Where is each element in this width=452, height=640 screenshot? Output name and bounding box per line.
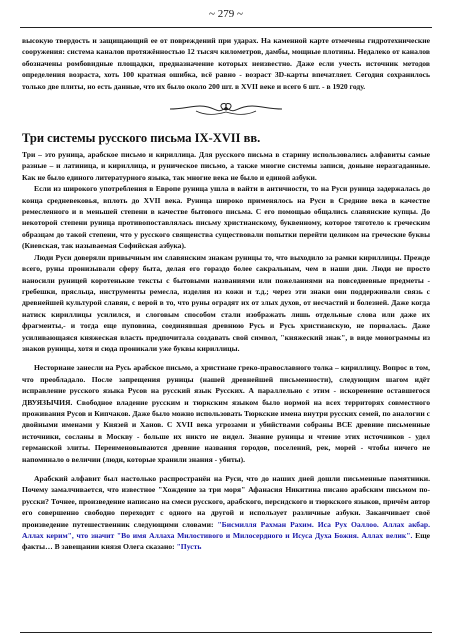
quote-highlight: "Бисмилля Рахман Рахим. Иса Рух Оаллоо. Аллах акбар. Аллах керим", что значит "Во имя Аллаха Милостивого и Милосердного и Исуса Духа Божия. Аллах велик". — [22, 519, 430, 541]
paragraph-4: Несторианe занесли на Русь арабское письмо, а христиане греко-православного толка – кириллицу. Вопрос в том, что преобладало. После запрещения руницы (нашей древнейшей письменности), следующим шагом идёт исправление русского языка Русов на русский язык Русских. А параллельно с этим - искоренение оставшегося ДВУЯЗЫЧИЯ. Свободное владение русским и тюркским языком было нормой на всех территорях совместного проживания Русов и Кипчаков. Даже было можно использовать Тюркские имена внутри русских семей, по аналогии с двойными именами у Князей и Ханов. С XVII века угрозами и убийствами собраны ВСЕ древние письменные источники, сосланы в Москву - больше их никто не видел. Знание руницы и чтение этих источников - удел германской элиты. Переименовываются древние названия городов, поселений, рек, морей - чтобы ничего не напоминало о величии (люди, которые хранили знания - убиты). — [22, 363, 430, 464]
intro-paragraph: высокую твердость и защищающий ее от повреждений при ударах. На каменной карте отмечены гидротехнические сооружения: система каналов протяжённостью 12 тысяч километров, дамбы, мощные плотины. Недалеко от каналов обозначены ромбовидные площадки, предназначение которых неизвестно. Даже если учесть источник методов определения возраста, хоть 100 кратная ошибка, всё равно - возраст 3D-карты впечатляет. Сегодня сохранилось только две плиты, но есть данные, что их было около 200 шт. в XVII веке и всего 6 шт. - в 1920 году. — [22, 36, 430, 91]
top-rule — [20, 27, 432, 28]
page-content — [22, 35, 430, 553]
quote-highlight-2: "Пусть — [176, 542, 202, 552]
paragraph-5 — [22, 473, 430, 553]
paragraph-1: Три – это руница, арабское письмо и кириллица. Для русского письма в старину использовались алфавиты самые разные – и латиница, и кириллица, и руническое письмо, а также многие системы записи, доныне неразгаданные. Как не было единого литературного языка, так многие века не было и единой азбуки. — [22, 150, 430, 182]
paragraph-2: Если из широкого употребления в Европе руница ушла в вайти в античности, то на Руси руница задержалась до конца средневековья, вплоть до XVII века. Руница широко применялось на Руси в Средние века в качестве ремесленного и в меньшей степени в качестве бытового письма. С его помощью общались славянские купцы. До некоторой степени руница противопоставлялась письму христианскому, буквенному, которое тяготело к греческим образцам до такой степени, что у русского священства существовали попытки перейти целиком на греческие буквы (Киевская, так называемая Софийская азбука). — [22, 184, 430, 251]
bottom-rule — [20, 632, 432, 633]
paragraph-3: Люди Руси доверяли привычным им славянским знакам руницы то, что выходило за рамки кириллицы. Прежде всего, руны пронизывали сферу быта, делая его гораздо более сакральным, чем в наши дни. Люди не просто наносили руницей коротенькие тексты с бытовыми названиями или пожеланиями на повседневные предметы - гребешки, прясльца, инструменты ремесла, изделия из кожи и т.д.; через эти знаки они поддерживали связь с древнейшей культурой славян, с верой в то, что руны оградят их от злых духов, от несчастий и болезней. Даже когда натиск кириллицы усилился, и слоговым способом стали изображать лишь отдельные слова или даже их фрагменты,- и тогда еще пуповина, соединявшая древнюю Русь и Русь христианскую, не порвалась. Даже усиливающаяся княжеская власть предпочитала создавать свой символ, "княжеский знак", в виде монограммы из знаков руницы, хотя и сюда проникали уже буквы кириллицы. — [22, 252, 430, 353]
paragraph-5-tail: Еще факты… В завещании князя Олега сказано: — [22, 531, 430, 552]
section-heading: Три системы русского письма IX-XVII вв. — [22, 131, 261, 146]
ornament-divider-icon — [166, 98, 286, 120]
paragraph-5-text: Арабский алфавит был настолько распространён на Руси, что до наших дней дошли письменные памятники. Почему замалчивается, что известное "Хождение за три моря" Афанасия Никитина писано арабским письмом по-русски? Точнее, произведение написано на смеси русского, арабского, персидского и тюркского языков, причём автор его совершенно свободно переходит с одного на другой и использует различные азбуки. Заканчивает своё произведение путешественник следующими словами: — [22, 474, 430, 529]
paragraph-gap — [22, 465, 430, 473]
page-number: ~ 279 ~ — [209, 8, 243, 20]
paragraph-gap — [22, 354, 430, 362]
